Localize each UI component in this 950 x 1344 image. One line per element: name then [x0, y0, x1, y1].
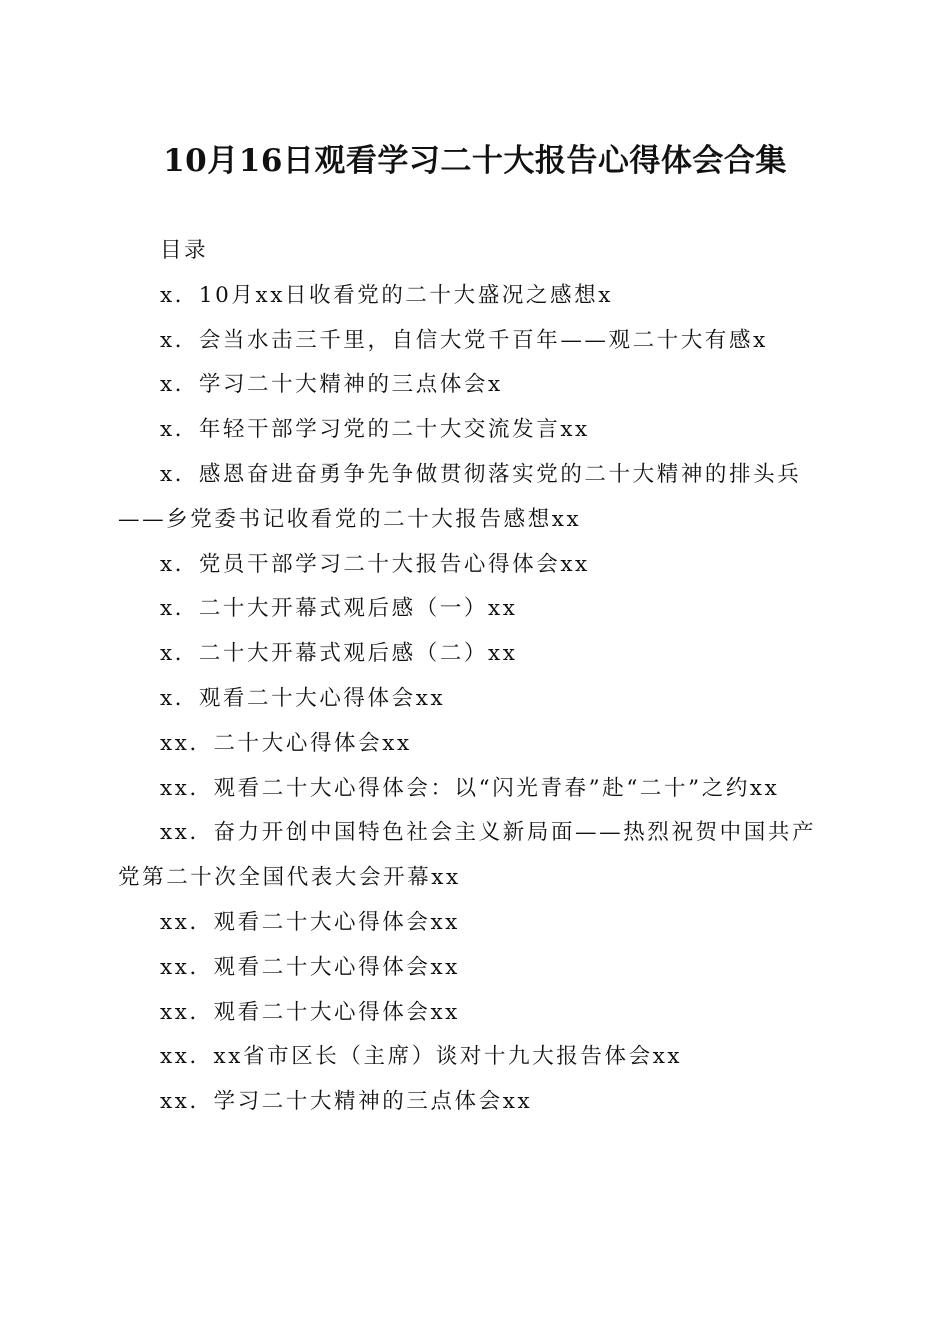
document-title: 10月16日观看学习二十大报告心得体会合集 — [163, 143, 787, 179]
toc-entry: xx．学习二十大精神的三点体会xx — [160, 1089, 533, 1115]
toc-entry: x．二十大开幕式观后感（一）xx — [160, 596, 518, 622]
toc-entry: x．会当水击三千里，自信大党千百年——观二十大有感x — [160, 327, 768, 353]
toc-entry: xx．二十大心得体会xx — [160, 730, 412, 756]
toc-entry: x．年轻干部学习党的二十大交流发言xx — [160, 417, 590, 443]
toc-entry: xx．观看二十大心得体会xx — [160, 909, 460, 935]
toc-entry: x．10月xx日收看党的二十大盛况之感想x — [160, 282, 613, 308]
toc-entry: x．二十大开幕式观后感（二）xx — [160, 641, 518, 667]
toc-entry: xx．观看二十大心得体会xx — [160, 954, 460, 980]
toc-entry: xx．奋力开创中国特色社会主义新局面——热烈祝贺中国共产党第二十次全国代表大会开幕xx — [118, 820, 817, 891]
toc-entry: xx．观看二十大心得体会xx — [160, 999, 460, 1025]
toc-heading: 目录 — [160, 238, 209, 263]
table-of-contents — [118, 229, 828, 1125]
toc-entry: xx．xx省市区长（主席）谈对十九大报告体会xx — [160, 1044, 683, 1070]
toc-entry: x．学习二十大精神的三点体会x — [160, 372, 503, 398]
toc-entry: x．感恩奋进奋勇争先争做贯彻落实党的二十大精神的排头兵——乡党委书记收看党的二十大报告感想xx — [118, 461, 802, 532]
toc-entry: xx．观看二十大心得体会：以“闪光青春”赴“二十”之约xx — [160, 775, 780, 801]
toc-entry: x．观看二十大心得体会xx — [160, 685, 446, 711]
toc-entry: x．党员干部学习二十大报告心得体会xx — [160, 551, 590, 577]
